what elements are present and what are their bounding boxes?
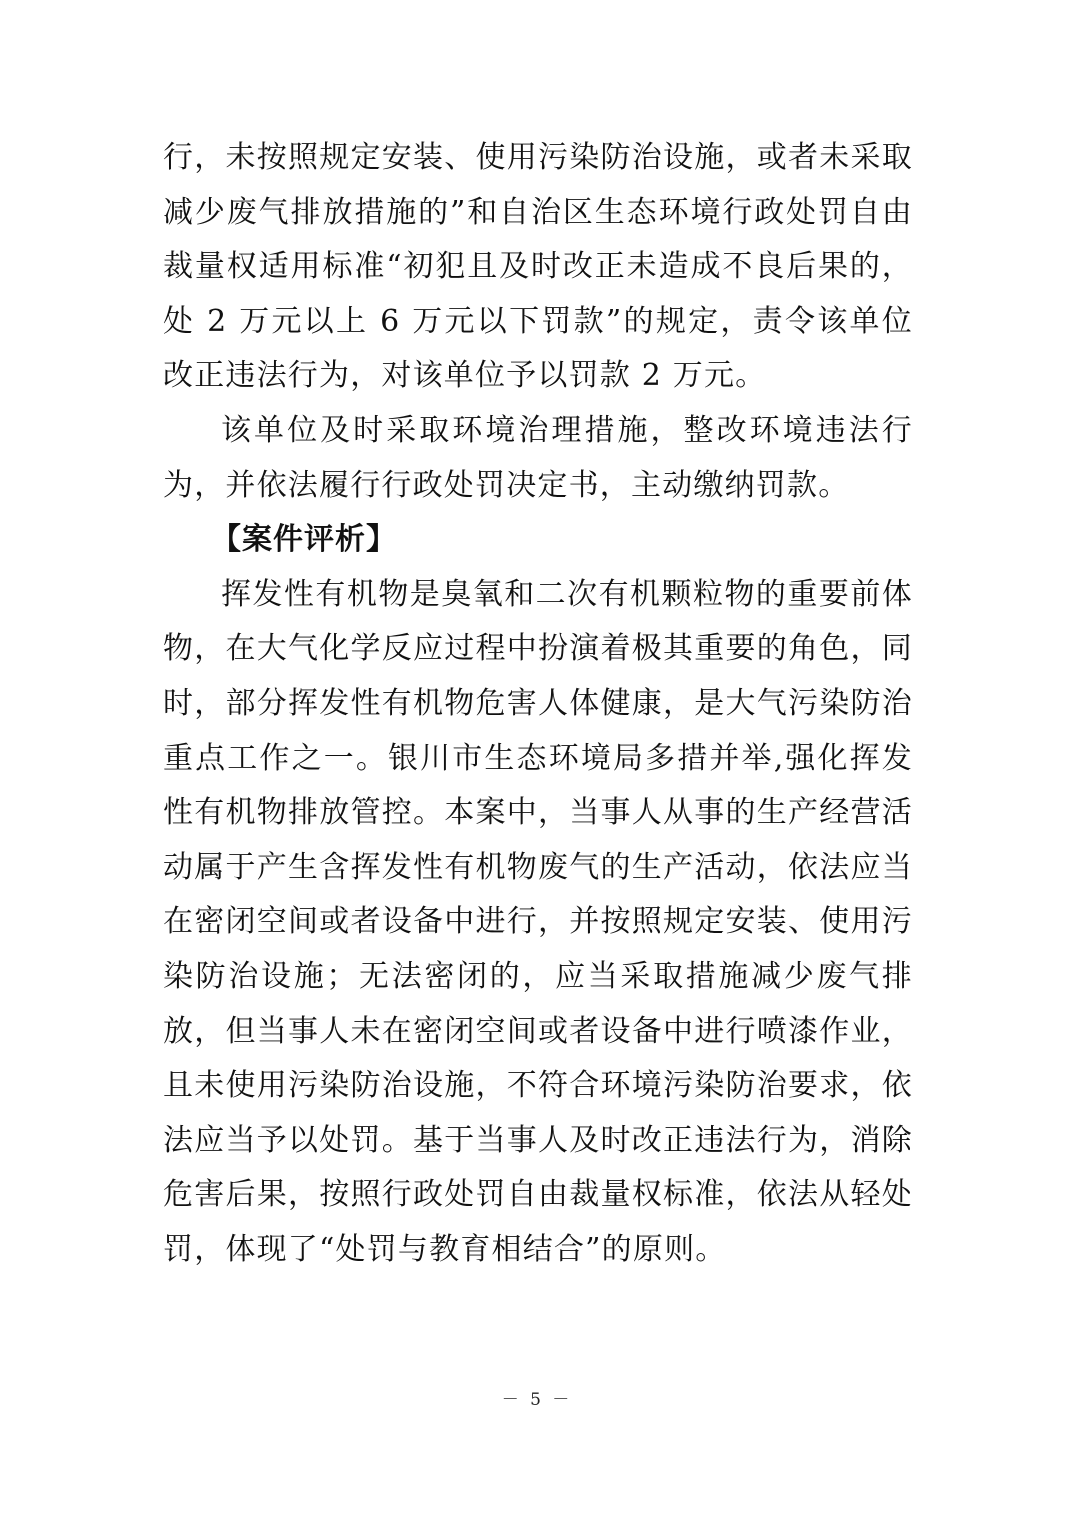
paragraph-case-analysis: 挥发性有机物是臭氧和二次有机颗粒物的重要前体物，在大气化学反应过程中扮演着极其重要的角色，同时，部分挥发性有机物危害人体健康，是大气污染防治重点工作之一。银川市生态环境局多措并举,强化挥发性有机物排放管控。本案中，当事人从事的生产经营活动属于产生含挥发性有机物废气的生产活动，依法应当在密闭空间或者设备中进行，并按照规定安装、使用污染防治设施；无法密闭的，应当采取措施减少废气排放，但当事人未在密闭空间或者设备中进行喷漆作业，且未使用污染防治设施，不符合环境污染防治要求，依法应当予以处罚。基于当事人及时改正违法行为，消除危害后果，按照行政处罚自由裁量权标准，依法从轻处罚，体现了“处罚与教育相结合”的原则。 [163,576,913,1267]
section-heading-case-analysis: 【案件评析】 [211,522,397,558]
paragraph-continuation: 行，未按照规定安装、使用污染防治设施，或者未采取减少废气排放措施的”和自治区生态环境行政处罚自由裁量权适用标准“初犯且及时改正未造成不良后果的，处 2 万元以上 6 万元以下罚款”的规定，责令该单位改正违法行为，对该单位予以罚款 2 万元。 [163,140,913,394]
page-number: － 5 － [501,1390,573,1410]
document-body [163,131,913,1277]
paragraph-rectification: 该单位及时采取环境治理措施，整改环境违法行为，并依法履行行政处罚决定书，主动缴纳罚款。 [163,412,913,503]
